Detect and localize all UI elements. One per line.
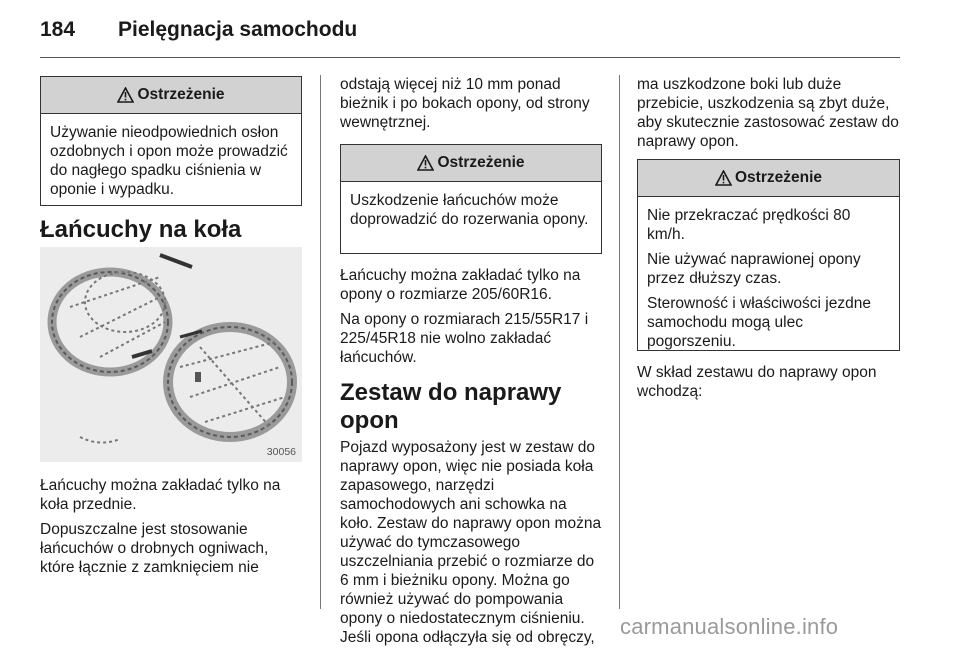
page-title: Pielęgnacja samochodu [118,18,358,41]
page-header [40,18,920,58]
warning-header [41,77,301,114]
warning-box-3 [637,159,900,351]
column-divider-2 [619,75,620,609]
warning-box-2 [340,144,602,254]
warning-header [638,160,899,197]
section-heading-chains: Łańcuchy na koła [40,216,242,243]
paragraph: Łańcuchy można zakładać tylko na opony o rozmiarze 205/60R16. [340,267,581,303]
column-3 [637,75,900,407]
warning-title: Ostrzeżenie [734,169,822,186]
warning-paragraph: Nie używać naprawionej opony przez dłuższy czas. [647,251,861,287]
warning-paragraph: Używanie nieodpowiednich osłon ozdobnych i opon może prowadzić do nagłego spadku ciśnienia w oponie i wypadku. [50,124,288,198]
warning-paragraph: Uszkodzenie łańcuchów może doprowadzić do rozerwania opony. [350,192,589,228]
warning-paragraph: Sterowność i właściwości jezdne samochodu mogą ulec pogorszeniu. [647,295,871,350]
section-heading-repair-kit: Zestaw do naprawy opon [340,379,562,434]
paragraph: Pojazd wyposażony jest w zestaw do naprawy opon, więc nie posiada koła zapasowego, narzędzi samochodowych ani schowka na koło. Zestaw do naprawy opon można używać do tymczasowego uszczelniania przebić o rozmiarze do 6 mm i bieżniku opony. Można go również używać do pompowania opony o niedostatecznym ciśnieniu. Jeśli opona odłączyła się od obręczy, [340,439,602,646]
paragraph: Dopuszczalne jest stosowanie łańcuchów o drobnych ogniwach, które łącznie z zamknięciem nie [40,521,269,576]
warning-paragraph: Nie przekraczać prędkości 80 km/h. [647,207,851,243]
column-1 [40,76,302,206]
column-1-text [40,476,302,583]
page-number: 184 [40,18,76,41]
paragraph: odstają więcej niż 10 mm ponad bieżnik i po bokach opony, od strony wewnętrznej. [340,76,590,131]
warning-text [41,114,301,206]
header-divider [40,57,900,58]
warning-text [341,182,601,236]
warning-header [341,145,601,182]
warning-triangle-icon [117,87,134,103]
watermark: carmanualsonline.info [620,614,839,639]
warning-triangle-icon [417,155,434,171]
paragraph: W skład zestawu do naprawy opon wchodzą: [637,364,877,400]
warning-text [638,197,899,358]
column-divider-1 [320,75,321,609]
warning-box-1 [40,76,302,206]
paragraph: Na opony o rozmiarach 215/55R17 i 225/45R18 nie wolno zakładać łańcuchów. [340,311,589,366]
column-2 [340,75,602,653]
figure-number: 30056 [266,446,296,458]
warning-title: Ostrzeżenie [137,86,225,103]
warning-triangle-icon [715,170,732,186]
warning-title: Ostrzeżenie [437,154,525,171]
paragraph: ma uszkodzone boki lub duże przebicie, uszkodzenia są zbyt duże, aby skutecznie zastosować zestaw do naprawy opon. [637,76,899,150]
snow-chains-illustration [40,247,302,462]
snow-chain-image [40,247,302,462]
paragraph: Łańcuchy można zakładać tylko na koła przednie. [40,477,281,513]
